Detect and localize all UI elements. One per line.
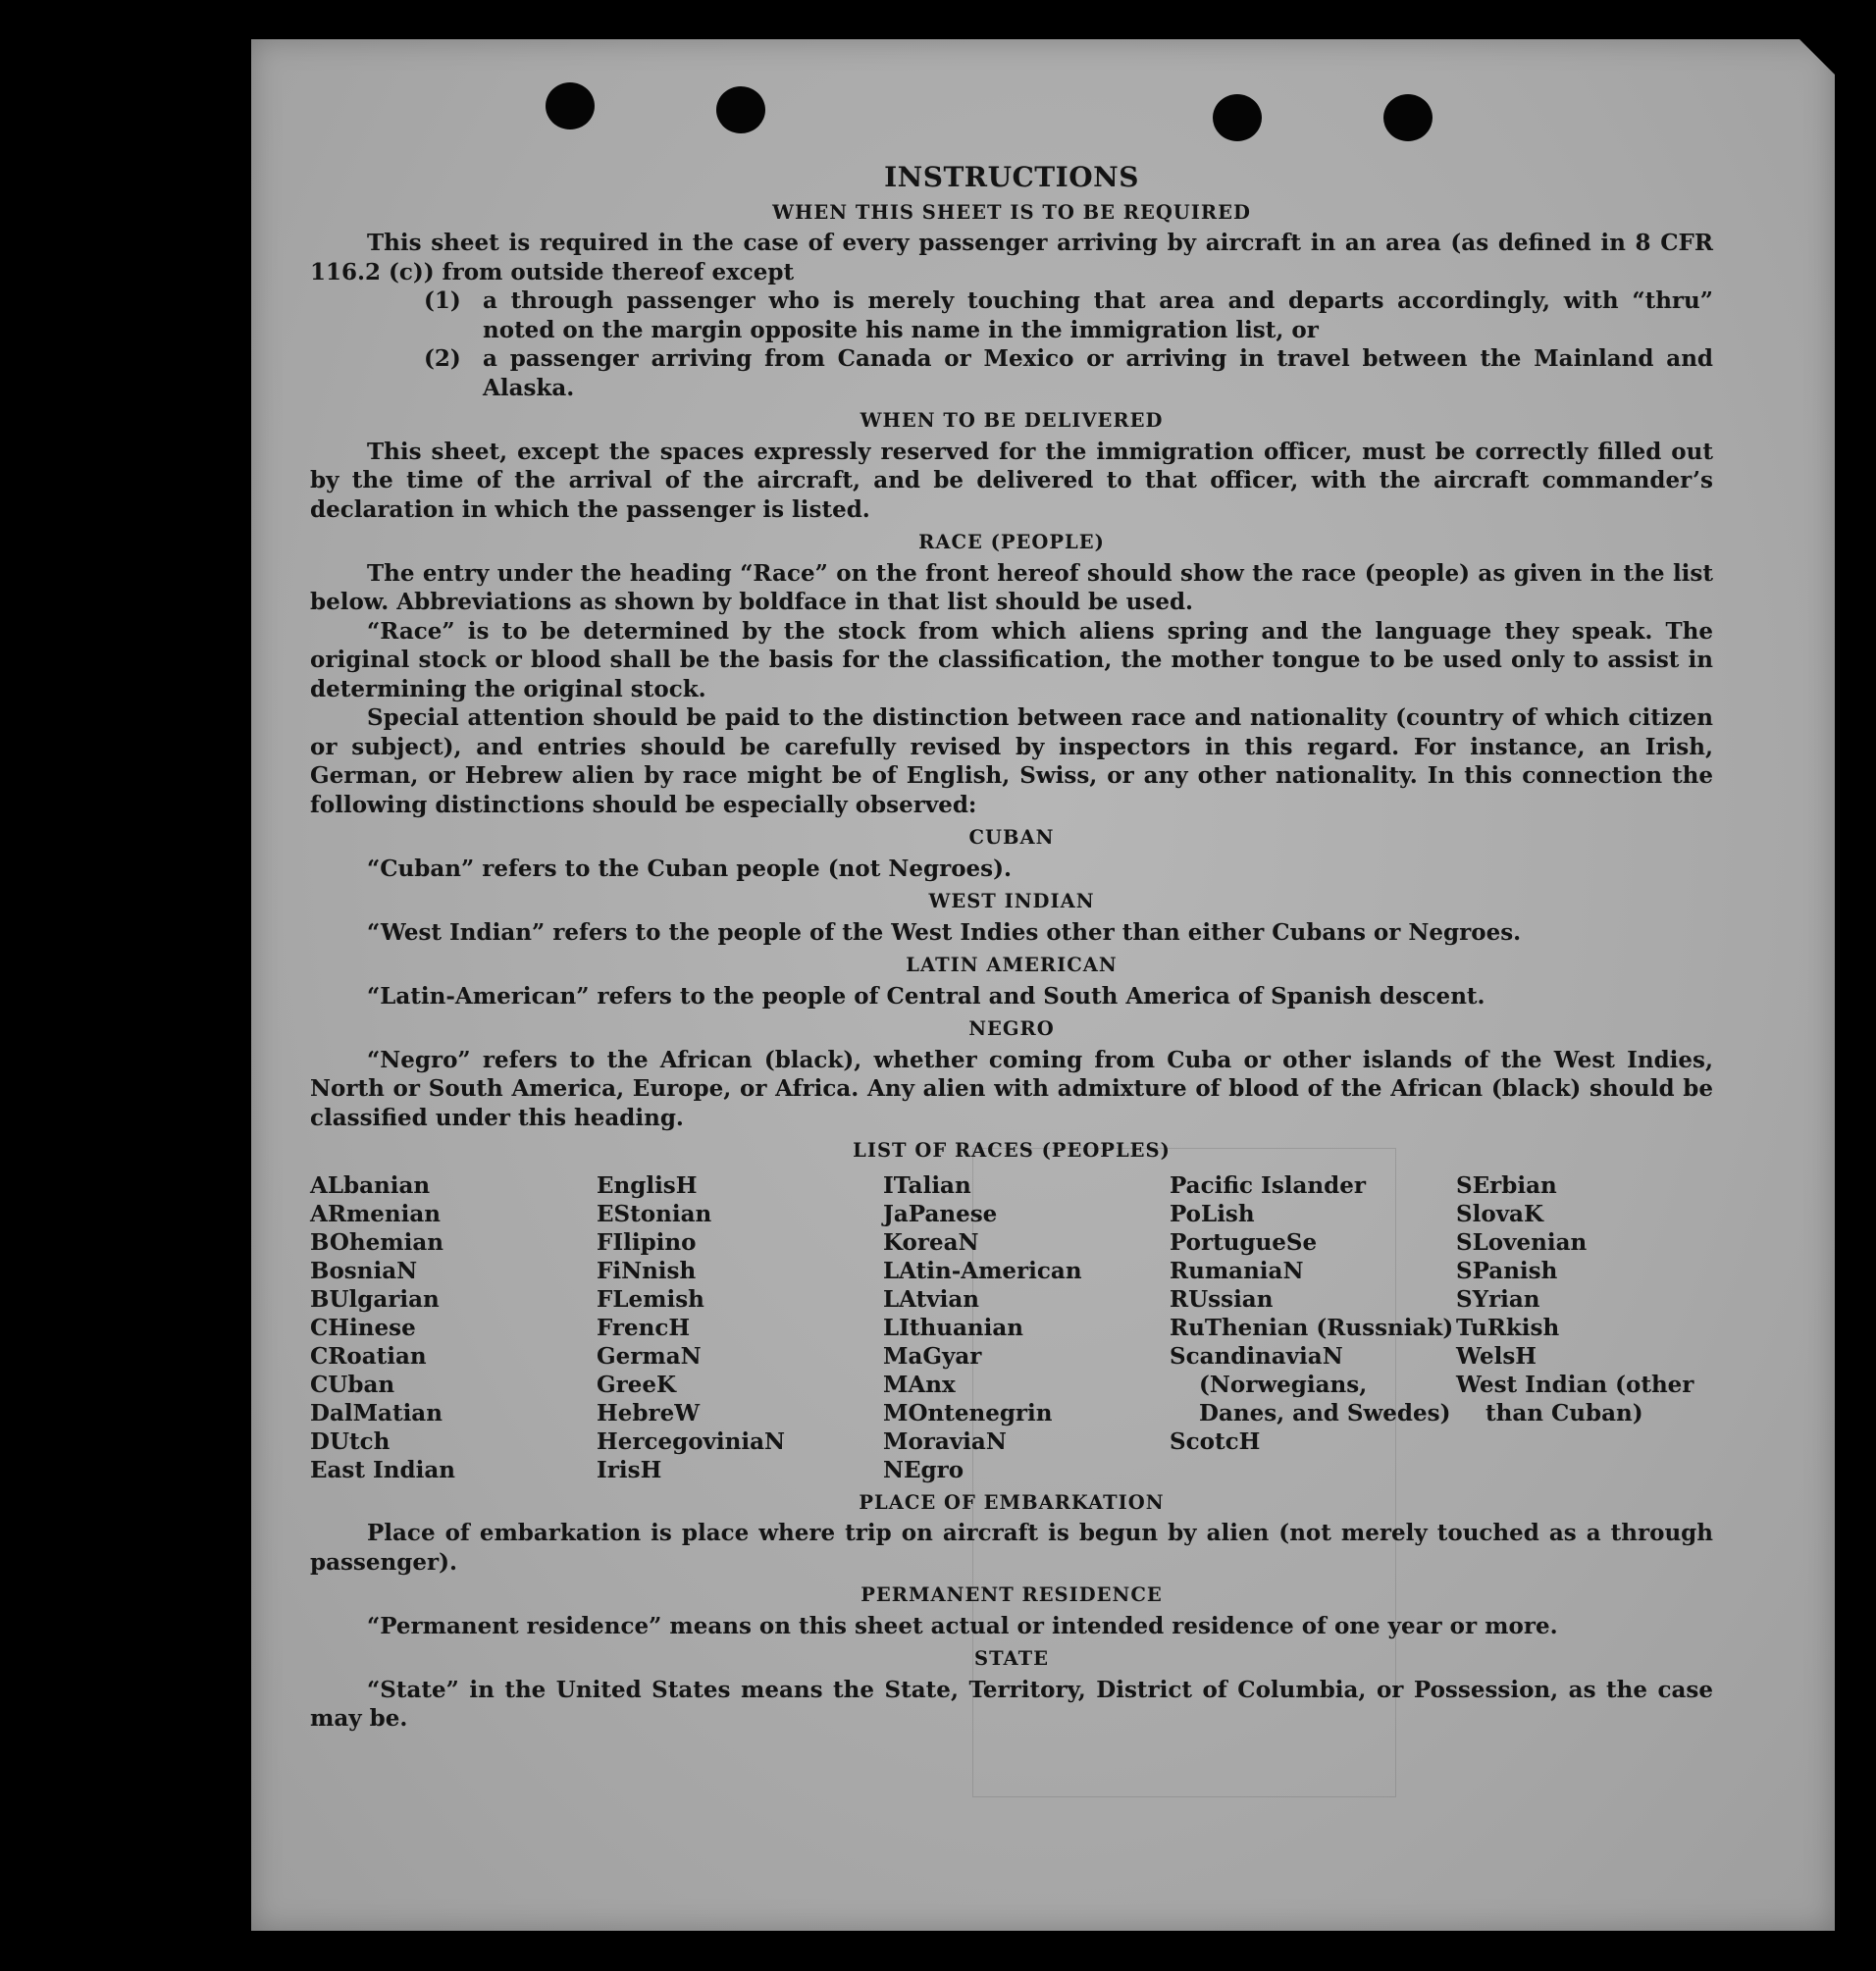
race-item: KoreaN — [883, 1228, 979, 1256]
race-item: GreeK — [597, 1371, 677, 1398]
race-item: WelsH — [1456, 1342, 1537, 1370]
race-item: PoLish — [1170, 1200, 1255, 1227]
punch-hole — [1383, 94, 1433, 141]
race-item: MAnx — [883, 1371, 956, 1398]
race-item: HebreW — [597, 1399, 701, 1426]
race-item: MoraviaN — [883, 1427, 1007, 1455]
section-heading: CUBAN — [968, 826, 1055, 849]
race-item: RUssian — [1170, 1285, 1274, 1313]
race-item: HercegoviniaN — [597, 1427, 786, 1455]
race-item: Pacific Islander — [1170, 1171, 1366, 1199]
race-item: ARmenian — [310, 1200, 442, 1227]
race-item: EnglisH — [597, 1171, 698, 1199]
punch-hole — [1213, 94, 1262, 141]
race-column — [883, 1171, 1170, 1484]
race-item: LIthuanian — [883, 1314, 1023, 1341]
list-item: (2) a passenger arriving from Canada or Mexico or arriving in travel between the Mainland and Alaska. — [424, 345, 1713, 401]
section-heading: PERMANENT RESIDENCE — [860, 1583, 1163, 1606]
race-item: FIlipino — [597, 1228, 697, 1256]
section-heading: RACE (PEOPLE) — [918, 531, 1105, 553]
race-item: RumaniaN — [1170, 1257, 1304, 1284]
race-item: TuRkish — [1456, 1314, 1560, 1341]
paragraph: This sheet, except the spaces expressly reserved for the immigration officer, must be correctly filled out by the time of the arrival of the aircraft, and be delivered to that officer, with the aircraft commander’s declaration in which the passenger is listed. — [310, 438, 1713, 523]
race-item: ALbanian — [310, 1171, 431, 1199]
paragraph: Place of embarkation is place where trip on aircraft is begun by alien (not merely touched as a through passenger). — [310, 1520, 1713, 1576]
race-item: ITalian — [883, 1171, 971, 1199]
section-heading: WHEN TO BE DELIVERED — [860, 409, 1164, 432]
section-heading: STATE — [974, 1647, 1049, 1670]
race-column — [1170, 1171, 1456, 1484]
race-item: SYrian — [1456, 1285, 1540, 1313]
race-item: CRoatian — [310, 1342, 427, 1370]
race-item: GermaN — [597, 1342, 702, 1370]
race-item: SLovenian — [1456, 1228, 1588, 1256]
section-heading: PLACE OF EMBARKATION — [859, 1490, 1165, 1514]
section-heading: WHEN THIS SHEET IS TO BE REQUIRED — [772, 200, 1251, 224]
paragraph: “Negro” refers to the African (black), whether coming from Cuba or other islands of the West Indies, North or South America, Europe, or Africa. Any alien with admixture of blood of the African (black) should be classified under this heading. — [310, 1046, 1713, 1131]
race-item: FiNnish — [597, 1257, 697, 1284]
list-item: (1) a through passenger who is merely touching that area and departs accordingly, with “thru” noted on the margin opposite his name in the immigration list, or — [424, 287, 1713, 343]
paragraph: This sheet is required in the case of every passenger arriving by aircraft in an area (as defined in 8 CFR 116.2 (c)) from outside thereof except — [310, 230, 1713, 285]
race-item: ScandinaviaN (Norwegians, Danes, and Swedes) — [1170, 1342, 1451, 1426]
section-heading: NEGRO — [968, 1017, 1055, 1040]
race-item: NEgro — [883, 1456, 964, 1483]
race-item: IrisH — [597, 1456, 662, 1483]
punch-hole — [716, 86, 765, 133]
paragraph: “West Indian” refers to the people of the West Indies other than either Cubans or Negroes. — [367, 918, 1522, 946]
paragraph: “State” in the United States means the State, Territory, District of Columbia, or Possession, as the case may be. — [310, 1676, 1713, 1732]
paragraph: “Cuban” refers to the Cuban people (not Negroes). — [367, 855, 1013, 882]
section-heading: WEST INDIAN — [928, 890, 1095, 912]
race-item: LAtin-American — [883, 1257, 1082, 1284]
instructions-content — [310, 163, 1713, 1734]
race-item: MaGyar — [883, 1342, 982, 1370]
race-item: East Indian — [310, 1456, 455, 1483]
race-item: LAtvian — [883, 1285, 979, 1313]
race-list — [310, 1171, 1713, 1484]
paragraph: Special attention should be paid to the distinction between race and nationality (country of which citizen or subject), and entries should be carefully revised by inspectors in this regard. For instance, an Irish, German, or Hebrew alien by race might be of English, Swiss, or any other nationality. In this connection the following distinctions should be especially observed: — [310, 704, 1713, 818]
race-item: DalMatian — [310, 1399, 443, 1426]
page-title: INSTRUCTIONS — [884, 161, 1139, 193]
paragraph: The entry under the heading “Race” on the front hereof should show the race (people) as given in the list below. Abbreviations as shown by boldface in that list should be used. — [310, 559, 1713, 615]
race-item: CUban — [310, 1371, 395, 1398]
race-column — [597, 1171, 883, 1484]
race-item: SPanish — [1456, 1257, 1558, 1284]
race-item: PortugueSe — [1170, 1228, 1318, 1256]
race-item: EStonian — [597, 1200, 712, 1227]
race-item: JaPanese — [883, 1200, 998, 1227]
paragraph: “Race” is to be determined by the stock from which aliens spring and the language they speak. The original stock or blood shall be the basis for the classification, the mother tongue to be used only to assist in determining the original stock. — [310, 617, 1713, 702]
punch-hole — [546, 82, 595, 130]
race-column — [310, 1171, 597, 1484]
race-column — [1456, 1171, 1713, 1484]
race-item: BUlgarian — [310, 1285, 440, 1313]
document-page — [251, 39, 1835, 1931]
race-item: FLemish — [597, 1285, 704, 1313]
race-item: ScotcH — [1170, 1427, 1261, 1455]
race-item: BosniaN — [310, 1257, 418, 1284]
race-item: DUtch — [310, 1427, 391, 1455]
section-heading: LIST OF RACES (PEOPLES) — [853, 1139, 1171, 1162]
race-item: CHinese — [310, 1314, 416, 1341]
paragraph: “Permanent residence” means on this sheet actual or intended residence of one year or more. — [367, 1612, 1558, 1639]
race-item: MOntenegrin — [883, 1399, 1053, 1426]
race-item: RuThenian (Russniak) — [1170, 1314, 1454, 1341]
paragraph: “Latin-American” refers to the people of Central and South America of Spanish descent. — [367, 982, 1485, 1010]
race-item: FrencH — [597, 1314, 691, 1341]
folded-corner — [1799, 39, 1835, 75]
race-item: SlovaK — [1456, 1200, 1543, 1227]
race-item: West Indian (other than Cuban) — [1456, 1371, 1694, 1426]
section-heading: LATIN AMERICAN — [906, 954, 1118, 976]
race-item: SErbian — [1456, 1171, 1557, 1199]
race-item: BOhemian — [310, 1228, 443, 1256]
